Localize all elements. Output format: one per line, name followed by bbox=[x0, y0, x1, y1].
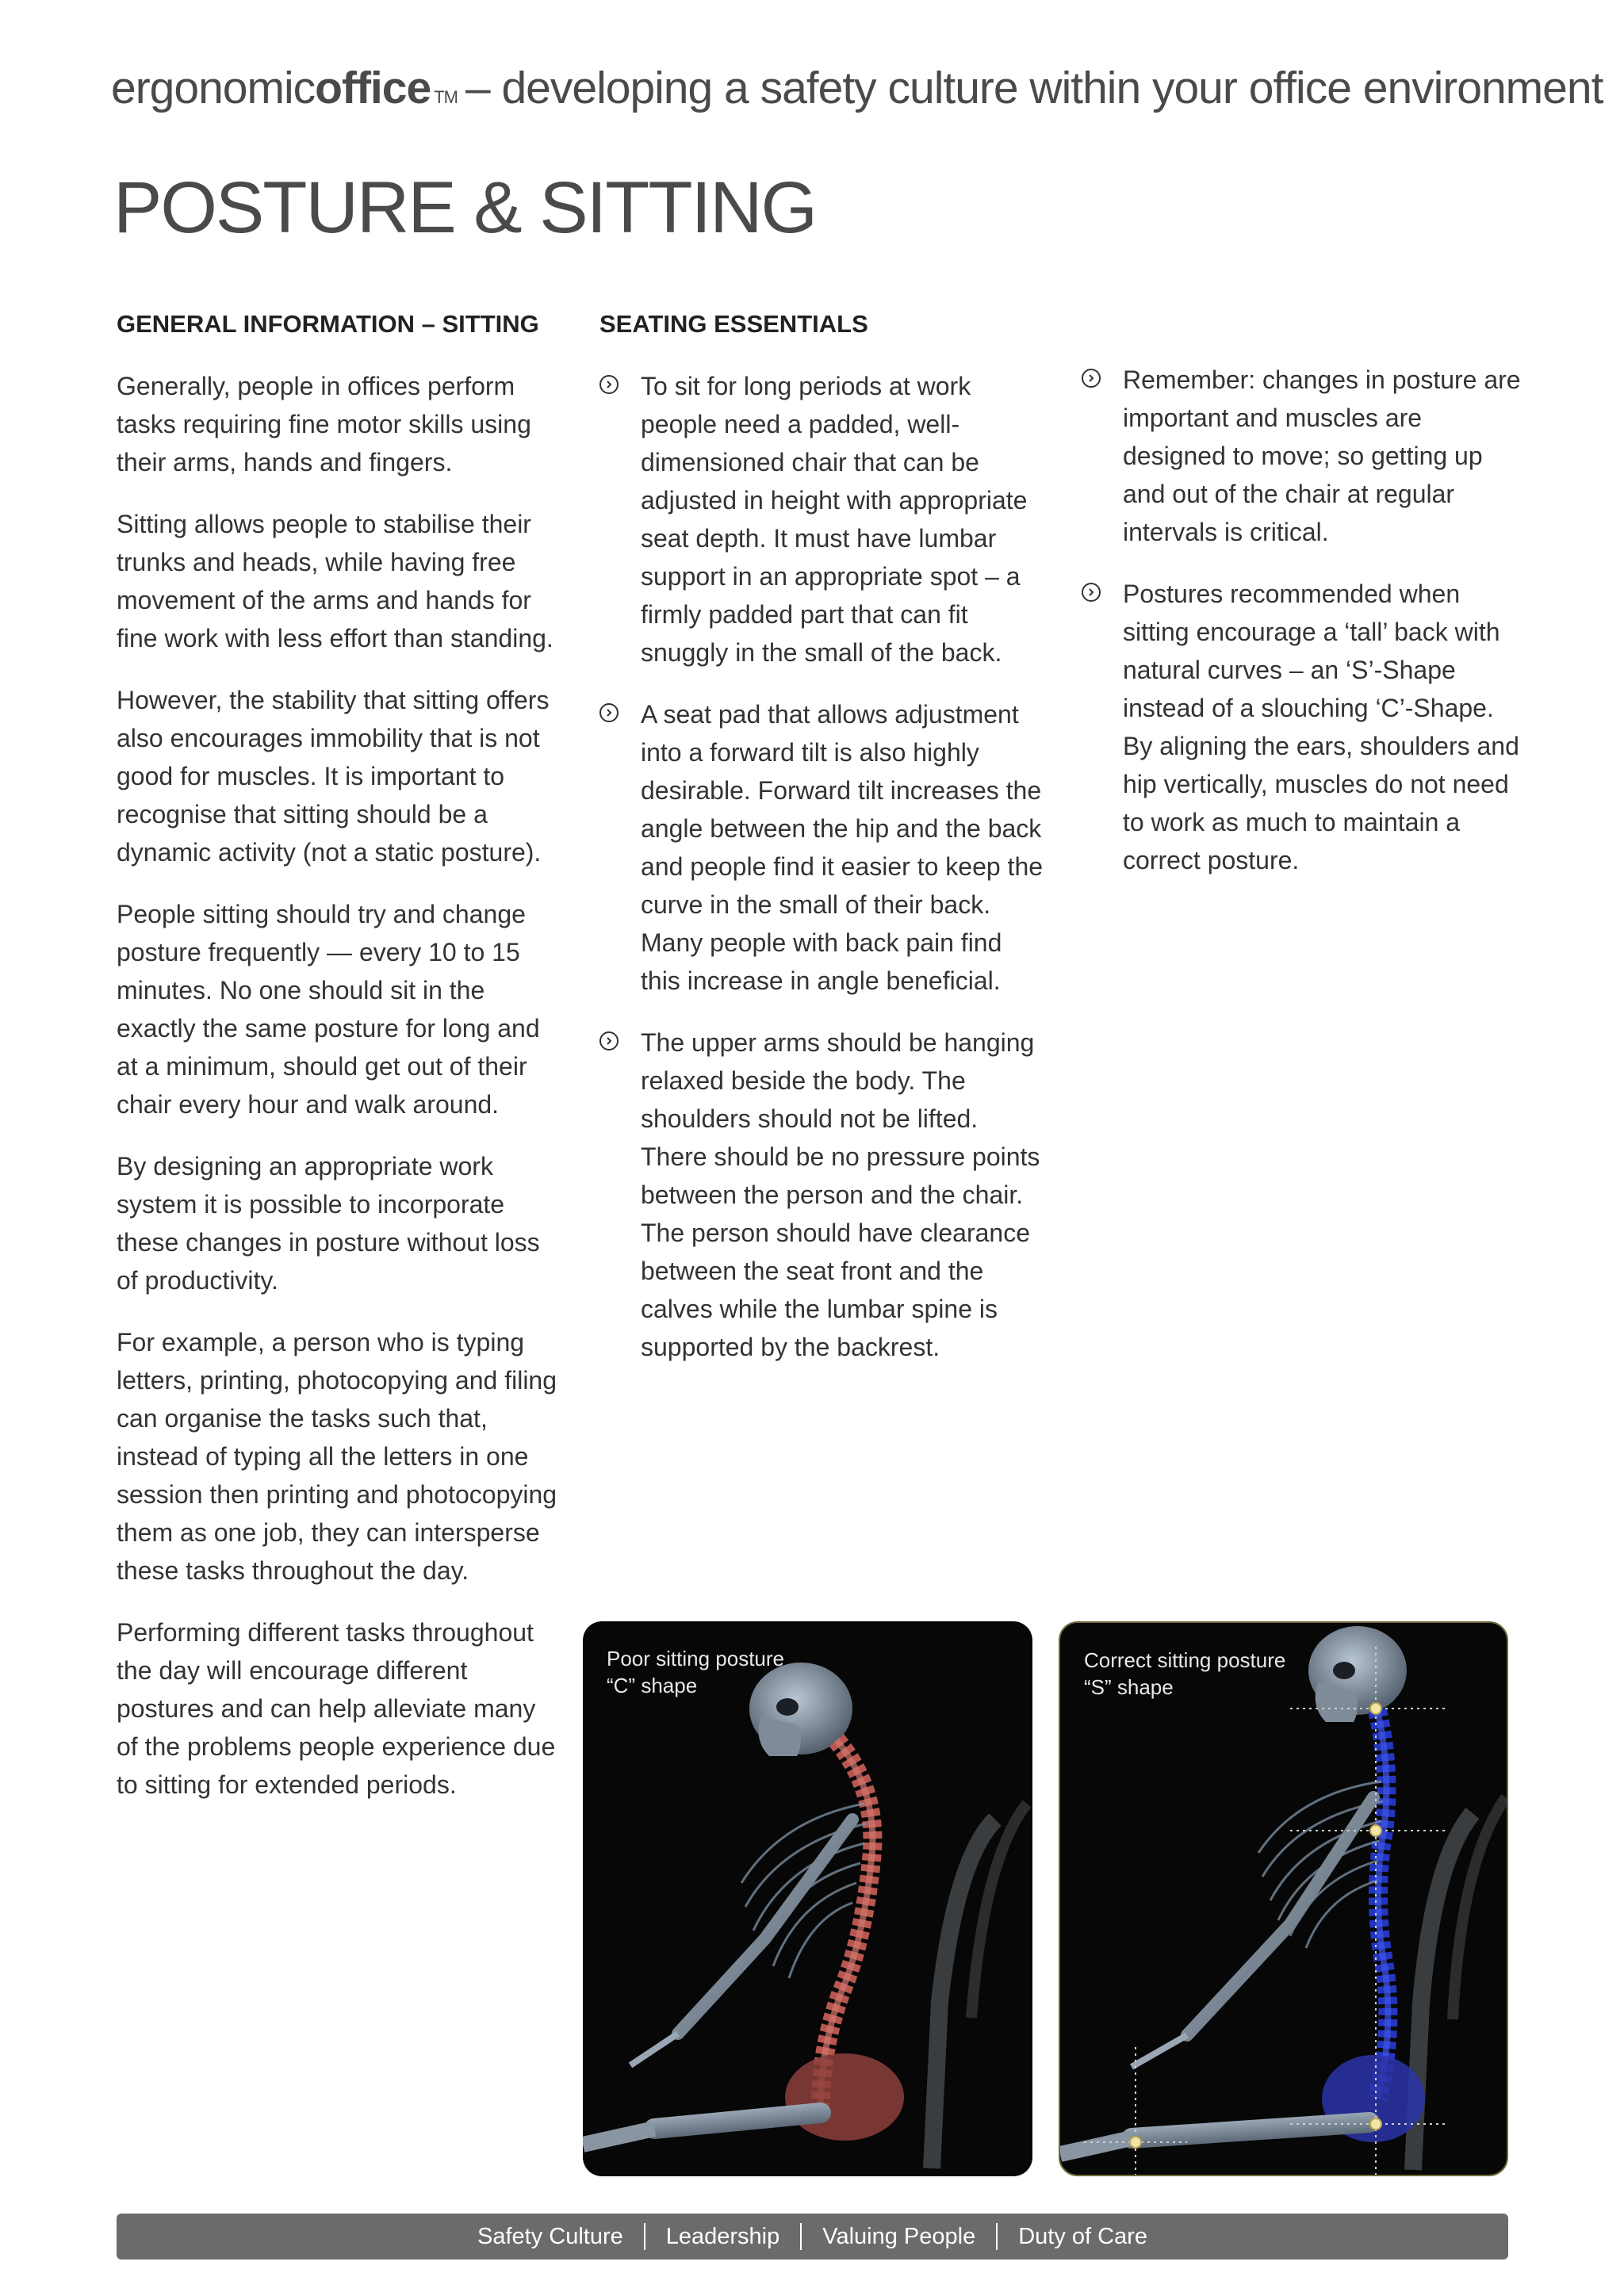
brand-name-light: ergonomic bbox=[111, 63, 316, 113]
essentials-bullet bbox=[599, 1024, 1044, 1366]
seating-essentials-column-continued bbox=[1082, 361, 1526, 903]
essentials-bullet-text: Remember: changes in posture are important and muscles are designed to move; so getting up and out of the chair at regular intervals is critical. bbox=[1123, 365, 1521, 546]
poor-posture-caption bbox=[607, 1645, 784, 1699]
page-header bbox=[111, 62, 1603, 114]
chevron-right-circle-icon bbox=[599, 1031, 619, 1050]
trademark-symbol: TM bbox=[434, 87, 458, 107]
poor-posture-skeleton-illustration bbox=[583, 1621, 1032, 2176]
correct-posture-caption bbox=[1084, 1647, 1285, 1701]
essentials-bullet-text: To sit for long periods at work people need a padded, well-dimensioned chair that can be adjusted in height with appropriate seat depth. It must have lumbar support in an appropriate spot – a firmly padded part that can fit snuggly in the small of the back. bbox=[641, 372, 1028, 667]
chevron-right-circle-icon bbox=[1082, 369, 1101, 388]
general-paragraph: By designing an appropriate work system it is possible to incorporate these changes in posture without loss of productivity. bbox=[117, 1152, 540, 1295]
general-paragraph: However, the stability that sitting offers also encourages immobility that is not good for muscles. It is important to recognise that sitting should be a dynamic activity (not a static posture). bbox=[117, 686, 550, 867]
footer-bar bbox=[117, 2214, 1508, 2260]
essentials-bullet bbox=[599, 367, 1044, 672]
essentials-bullet bbox=[1082, 575, 1526, 879]
correct-posture-caption-line2: “S” shape bbox=[1084, 1675, 1174, 1699]
correct-posture-caption-line1: Correct sitting posture bbox=[1084, 1648, 1286, 1672]
general-paragraph: Sitting allows people to stabilise their trunks and heads, while having free movement of the arms and hands for fine work with less effort than standing. bbox=[117, 510, 553, 652]
chevron-right-circle-icon bbox=[599, 703, 619, 722]
general-information-heading: GENERAL INFORMATION – SITTING bbox=[117, 310, 539, 338]
seating-essentials-column bbox=[599, 305, 1044, 1390]
chevron-right-circle-icon bbox=[599, 375, 619, 394]
footer-item-duty-of-care: Duty of Care bbox=[1018, 2223, 1147, 2249]
general-paragraph: Generally, people in offices perform tasks requiring fine motor skills using their arms, hands and fingers. bbox=[117, 372, 531, 476]
footer-item-valuing-people: Valuing People bbox=[822, 2223, 976, 2249]
essentials-bullet bbox=[599, 695, 1044, 1000]
general-paragraph: For example, a person who is typing letters, printing, photocopying and filing can organise the tasks such that, instead of typing all the letters in one session then printing and photocopying them as one job, they can intersperse these tasks throughout the day. bbox=[117, 1328, 557, 1585]
general-paragraph: Performing different tasks throughout the day will encourage different postures and can help alleviate many of the problems people experience due to sitting for extended periods. bbox=[117, 1618, 556, 1799]
header-tagline: – developing a safety culture within your office environment bbox=[465, 63, 1603, 113]
poor-posture-caption-line1: Poor sitting posture bbox=[607, 1647, 785, 1670]
seating-essentials-heading: SEATING ESSENTIALS bbox=[599, 310, 868, 338]
chevron-right-circle-icon bbox=[1082, 583, 1101, 602]
brand-name-bold: office bbox=[315, 63, 431, 113]
general-information-column bbox=[117, 305, 561, 1827]
general-paragraph: People sitting should try and change posture frequently — every 10 to 15 minutes. No one should sit in the exactly the same posture for long and at a minimum, should get out of their chair every hour and walk around. bbox=[117, 900, 540, 1119]
essentials-bullet-text: The upper arms should be hanging relaxed beside the body. The shoulders should not be lifted. There should be no pressure points between the person and the chair. The person should have clearance between the seat front and the calves while the lumbar spine is supported by the backrest. bbox=[641, 1028, 1040, 1361]
essentials-bullet-text: Postures recommended when sitting encourage a ‘tall’ back with natural curves – an ‘S’-Shape instead of a slouching ‘C’-Shape. By aligning the ears, shoulders and hip vertically, muscles do not need to work as much to maintain a correct posture. bbox=[1123, 580, 1519, 874]
correct-posture-skeleton-illustration bbox=[1060, 1623, 1508, 2176]
footer-item-leadership: Leadership bbox=[665, 2223, 780, 2249]
essentials-bullet bbox=[1082, 361, 1526, 551]
essentials-bullet-text: A seat pad that allows adjustment into a forward tilt is also highly desirable. Forward tilt increases the angle between the hip and the back and people find it easier to keep the curve in the small of their back. Many people with back pain find this increase in angle beneficial. bbox=[641, 700, 1044, 995]
page-title: POSTURE & SITTING bbox=[113, 167, 817, 248]
correct-posture-image bbox=[1059, 1621, 1508, 2176]
poor-posture-image bbox=[583, 1621, 1032, 2176]
footer-item-safety-culture: Safety Culture bbox=[477, 2223, 623, 2249]
poor-posture-caption-line2: “C” shape bbox=[607, 1674, 698, 1697]
